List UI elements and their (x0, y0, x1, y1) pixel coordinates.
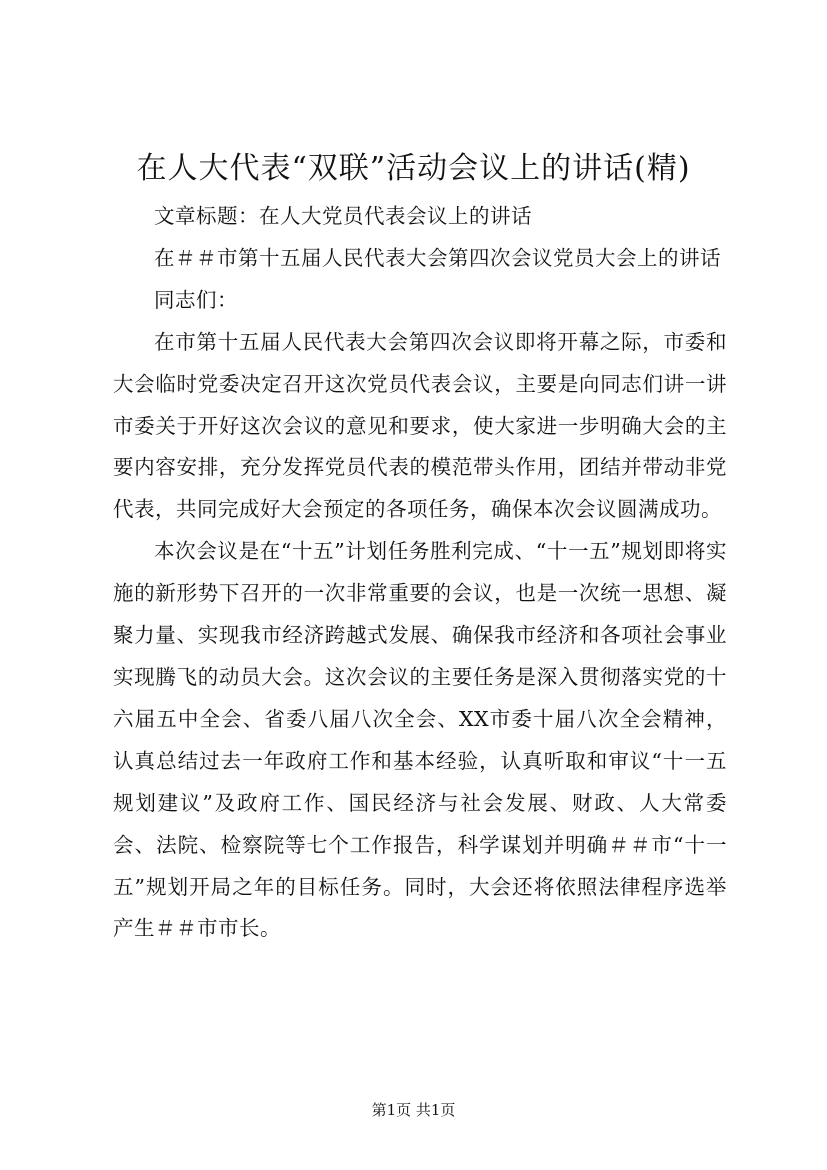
article-title-line: 文章标题：在人大党员代表会议上的讲话 (154, 204, 532, 228)
salutation: 同志们： (154, 287, 238, 312)
document-body (113, 196, 727, 950)
body-paragraph: 在市第十五届人民代表大会第四次会议即将开幕之际，市委和大会临时党委决定召开这次党员代表会议，主要是向同志们讲一讲市委关于开好这次会议的意见和要求，使大家进一步明确大会的主要内容安排，充分发挥党员代表的模范带头作用，团结并带动非党代表，共同完成好大会预定的各项任务，确保本次会议圆满成功。 (113, 329, 727, 522)
speech-occasion: 在＃＃市第十五届人民代表大会第四次会议党员大会上的讲话 (154, 245, 721, 270)
page-footer: 第1页 共1页 (371, 1101, 456, 1119)
body-paragraph: 本次会议是在“十五”计划任务胜利完成、“十一五”规划即将实施的新形势下召开的一次非常重要的会议，也是一次统一思想、凝聚力量、实现我市经济跨越式发展、确保我市经济和各项社会事业实现腾飞的动员大会。这次会议的主要任务是深入贯彻落实党的十六届五中全会、省委八届八次全会、XX市委十届八次全会精神，认真总结过去一年政府工作和基本经验，认真听取和审议“十一五规划建议”及政府工作、国民经济与社会发展、财政、人大常委会、法院、检察院等七个工作报告，科学谋划并明确＃＃市“十一五”规划开局之年的目标任务。同时，大会还将依照法律程序选举产生＃＃市市长。 (113, 539, 727, 941)
document-title: 在人大代表“双联”活动会议上的讲话(精) (136, 151, 691, 186)
